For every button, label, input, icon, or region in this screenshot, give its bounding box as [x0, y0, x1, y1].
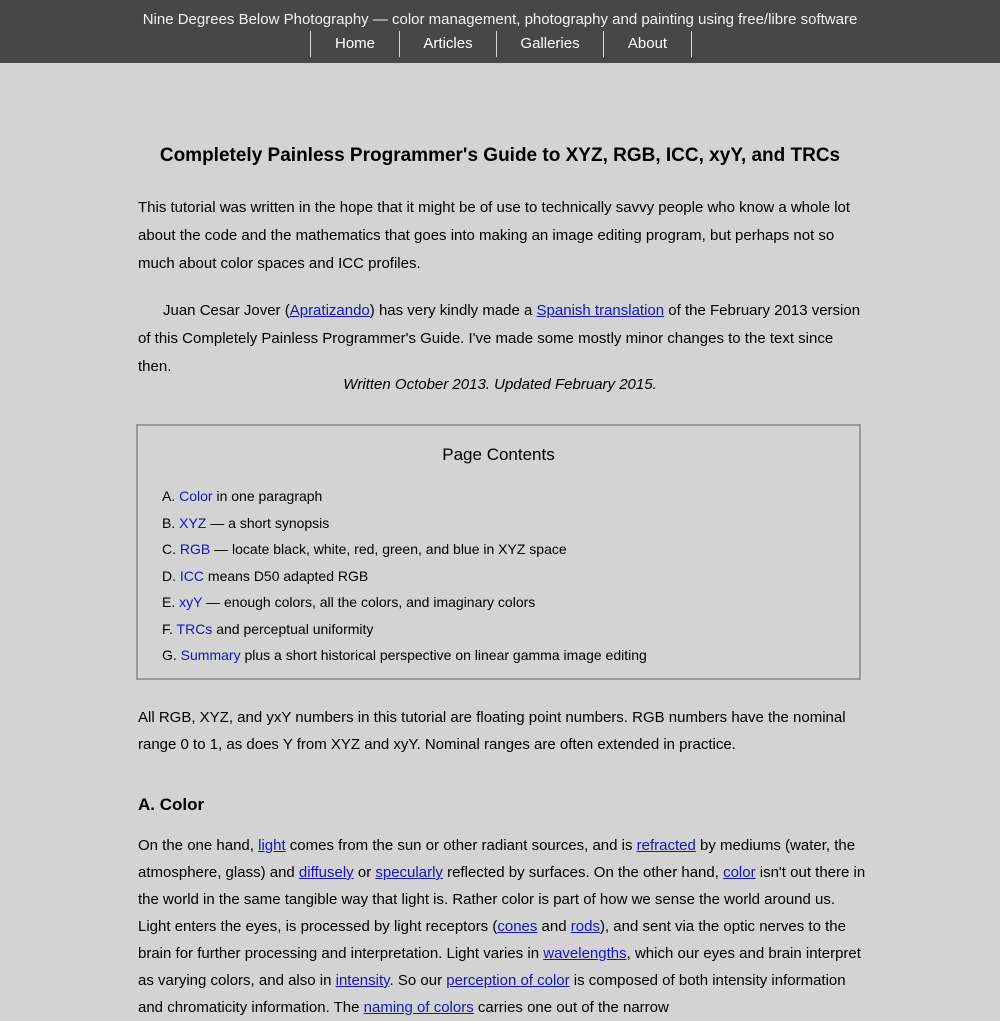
apratizando-link[interactable]: Apratizando — [289, 302, 370, 319]
site-header — [0, 0, 1000, 63]
page-contents-box — [136, 424, 861, 680]
numbers-note: All RGB, XYZ, and yxY numbers in this tutorial are floating point numbers. RGB numbers have the nominal range 0 to 1, as does Y from XYZ and xyY. Nominal ranges are often extended in practice. — [138, 709, 846, 753]
toc-item-xyz: B. XYZ — a short synopsis — [162, 515, 330, 531]
link-intensity[interactable]: intensity — [335, 972, 390, 989]
nav-home[interactable]: Home — [311, 31, 400, 57]
link-diffusely[interactable]: diffusely — [298, 864, 354, 881]
toc-item-trcs: F. TRCs and perceptual uniformity — [162, 621, 374, 637]
toc-item-rgb: C. RGB — locate black, white, red, green, and blue in XYZ space — [162, 541, 567, 557]
toc-link-trcs[interactable]: TRCs — [176, 621, 213, 637]
intro-paragraph: This tutorial was written in the hope that it might be of use to technically savvy people who know a whole lot about the code and the mathematics that goes into making an image editing program, but perhaps not so much about color spaces and ICC profiles. — [138, 199, 851, 272]
toc-link-color[interactable]: Color — [179, 488, 213, 504]
spanish-translation-link[interactable]: Spanish translation — [536, 302, 665, 319]
toc-item-xyy: E. xyY — enough colors, all the colors, and imaginary colors — [162, 594, 536, 610]
nav-articles[interactable]: Articles — [400, 31, 497, 57]
link-color[interactable]: color — [723, 864, 756, 881]
toc-link-icc[interactable]: ICC — [179, 568, 205, 584]
link-light[interactable]: light — [258, 837, 286, 854]
link-naming-of-colors[interactable]: naming of colors — [363, 999, 474, 1016]
nav-about[interactable]: About — [604, 31, 692, 57]
nav-galleries[interactable]: Galleries — [497, 31, 604, 57]
site-title: Nine Degrees Below Photography — color management, photography and painting using free/libre software — [142, 11, 858, 28]
link-wavelengths[interactable]: wavelengths — [543, 945, 627, 962]
date-line: Written October 2013. Updated February 2015. — [343, 376, 657, 393]
link-perception-of-color[interactable]: perception of color — [446, 972, 570, 989]
link-rods[interactable]: rods — [570, 918, 600, 935]
toc-link-summary[interactable]: Summary — [180, 647, 241, 663]
section-a-paragraph: On the one hand, light comes from the sun or other radiant sources, and is refracted by mediums (water, the atmosphere, glass) and diffusely or specularly reflected by surfaces. On the other hand, color isn't out there in the world in the same tangible way that light is. Rather color is part of how we sense the world around us. Light enters the eyes, is processed by light receptors (cones and rods), and sent via the optic nerves to the brain for further processing and interpretation. Light varies in wavelengths, which our eyes and brain interpret as varying colors, and also in intensity. So our perception of color is composed of both intensity information and chromaticity information. The naming of colors carries one out of the narrow — [138, 837, 866, 1016]
toc-item-summary: G. Summary plus a short historical perspective on linear gamma image editing — [162, 647, 647, 663]
page-contents-title: Page Contents — [442, 445, 555, 464]
link-cones[interactable]: cones — [497, 918, 538, 935]
link-refracted[interactable]: refracted — [636, 837, 696, 854]
toc-link-rgb[interactable]: RGB — [179, 541, 211, 557]
main-nav — [310, 31, 692, 57]
section-a-heading: A. Color — [138, 795, 205, 814]
toc-link-xyz[interactable]: XYZ — [179, 515, 207, 531]
toc-item-color: A. Color in one paragraph — [162, 488, 323, 504]
translation-paragraph: Juan Cesar Jover (Apratizando) has very kindly made a Spanish translation of the February 2013 version of this Completely Painless Programmer's Guide. I've made some mostly minor changes to the text since then. — [138, 302, 861, 375]
link-specularly[interactable]: specularly — [375, 864, 443, 881]
toc-link-xyy[interactable]: xyY — [179, 594, 203, 610]
toc-item-icc: D. ICC means D50 adapted RGB — [162, 568, 369, 584]
page-title: Completely Painless Programmer's Guide to XYZ, RGB, ICC, xyY, and TRCs — [159, 145, 841, 166]
